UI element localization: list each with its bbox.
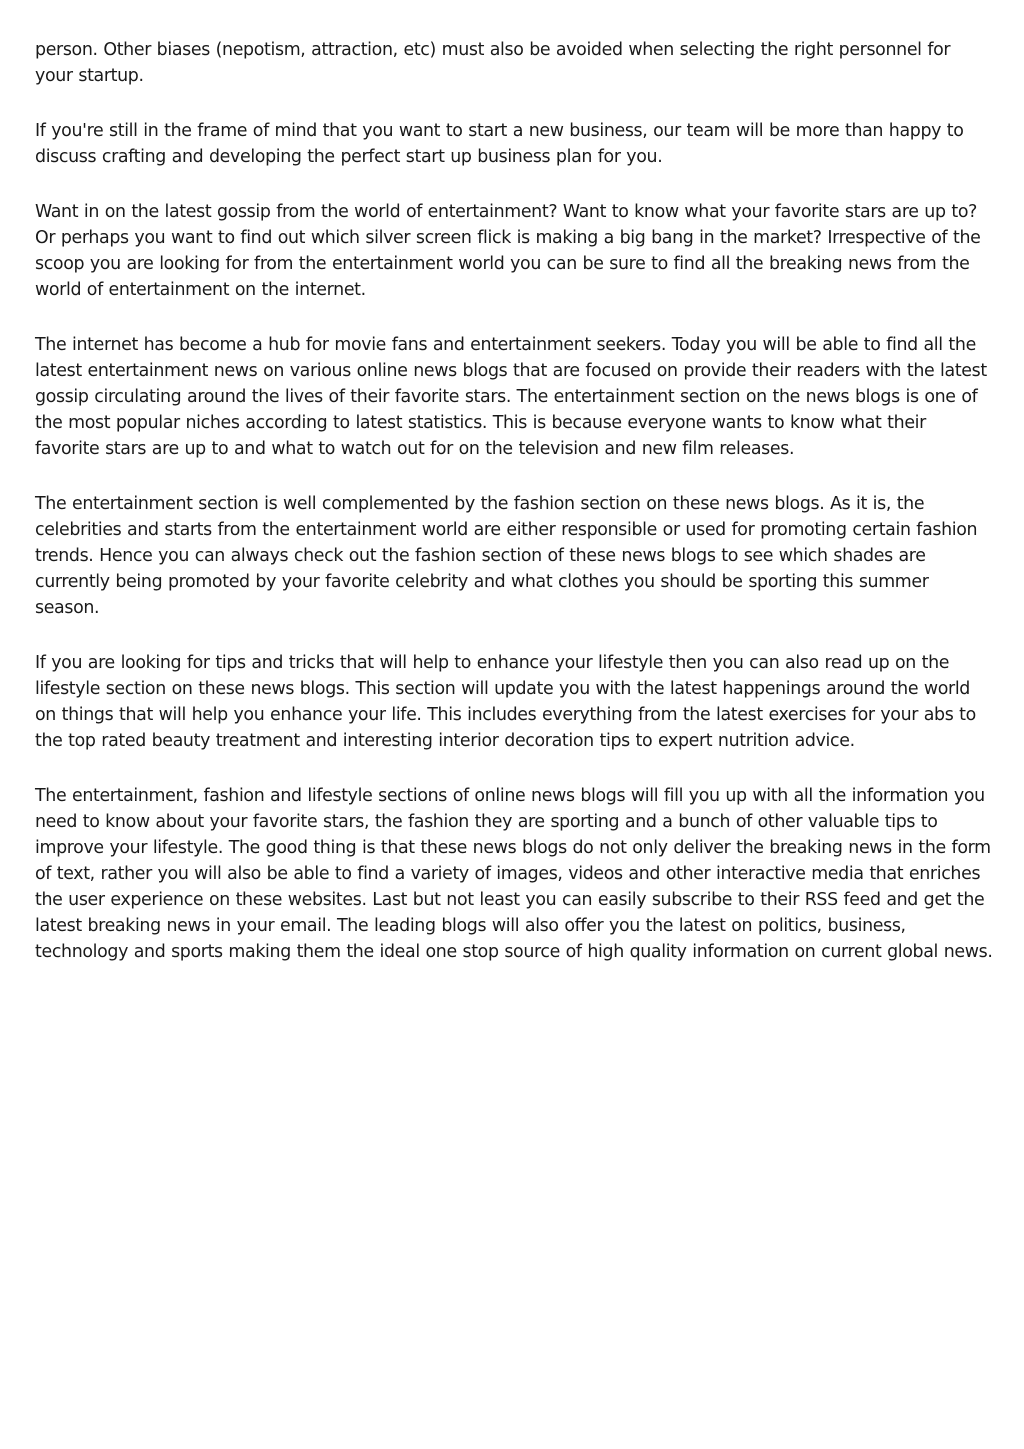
paragraph-4: The internet has become a hub for movie fans and entertainment seekers. Today you will be able to find all the latest entertainment news on various online news blogs that are focused on provide their readers with the latest gossip circulating around the lives of their favorite stars. The entertainment section on the news blogs is one of the most popular niches according to latest statistics. This is because everyone wants to know what their favorite stars are up to and what to watch out for on the television and new film releases. [35,335,987,459]
paragraph-1: person. Other biases (nepotism, attraction, etc) must also be avoided when selecting the right personnel for your startup. [35,40,951,86]
document-body [35,37,993,994]
paragraph-7: The entertainment, fashion and lifestyle sections of online news blogs will fill you up with all the information you need to know about your favorite stars, the fashion they are sporting and a bunch of other valuable tips to improve your lifestyle. The good thing is that these news blogs do not only deliver the breaking news in the form of text, rather you will also be able to find a variety of images, videos and other interactive media that enriches the user experience on these websites. Last but not least you can easily subscribe to their RSS feed and get the latest breaking news in your email. The leading blogs will also offer you the latest on politics, business, technology and sports making them the ideal one stop source of high quality information on current global news. [35,786,993,962]
paragraph-5: The entertainment section is well complemented by the fashion section on these news blogs. As it is, the celebrities and starts from the entertainment world are either responsible or used for promoting certain fashion trends. Hence you can always check out the fashion section of these news blogs to see which shades are currently being promoted by your favorite celebrity and what clothes you should be sporting this summer season. [35,494,978,618]
paragraph-6: If you are looking for tips and tricks that will help to enhance your lifestyle then you can also read up on the lifestyle section on these news blogs. This section will update you with the latest happenings around the world on things that will help you enhance your life. This includes everything from the latest exercises for your abs to the top rated beauty treatment and interesting interior decoration tips to expert nutrition advice. [35,653,976,751]
paragraph-3: Want in on the latest gossip from the world of entertainment? Want to know what your favorite stars are up to? Or perhaps you want to find out which silver screen flick is making a big bang in the market? Irrespective of the scoop you are looking for from the entertainment world you can be sure to find all the breaking news from the world of entertainment on the internet. [35,202,981,300]
paragraph-2: If you're still in the frame of mind that you want to start a new business, our team will be more than happy to discuss crafting and developing the perfect start up business plan for you. [35,121,964,167]
